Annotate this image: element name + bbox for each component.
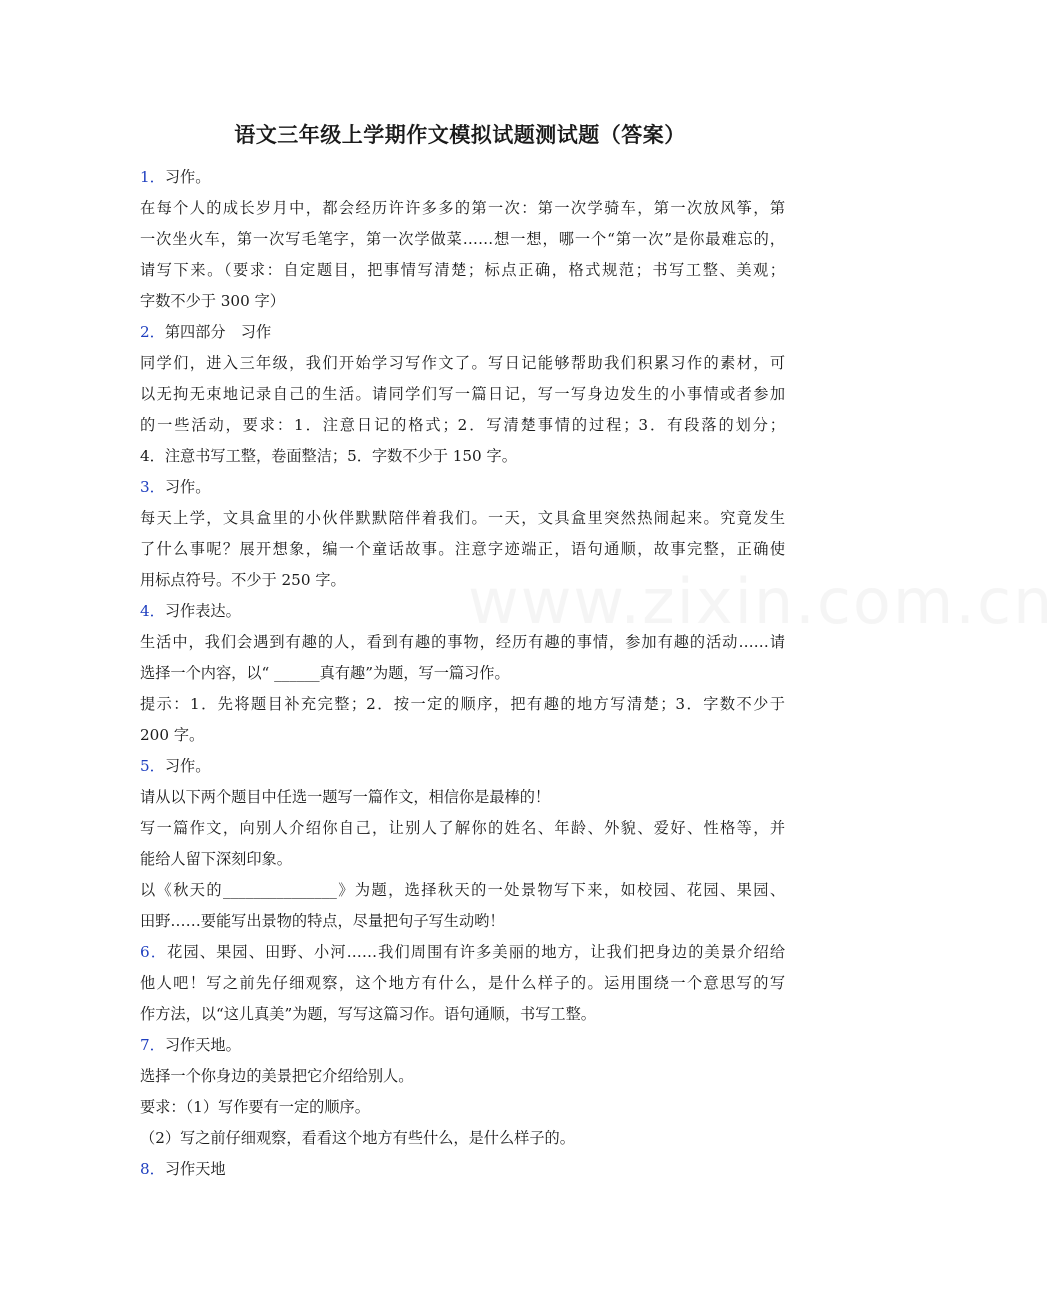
- question-text-line: 同学们，进入三年级，我们开始学习写作文了。写日记能够帮助我们积累习作的素材，可: [140, 354, 785, 372]
- question-heading-text: 习作。: [164, 757, 211, 775]
- question-text-line: 请写下来。（要求：自定题目，把事情写清楚；标点正确，格式规范；书写工整、美观；: [140, 261, 785, 279]
- question-text-line: 200 字。: [140, 726, 205, 744]
- question-text-line: 作方法，以“这儿真美”为题，写写这篇习作。语句通顺，书写工整。: [140, 1005, 596, 1023]
- question-text-line: 4．注意书写工整，卷面整洁；5．字数不少于 150 字。: [140, 447, 517, 465]
- question-text-line: 用标点符号。不少于 250 字。: [140, 571, 346, 589]
- question-number: 6．: [140, 943, 168, 961]
- question-text-line: 田野……要能写出景物的特点，尽量把句子写生动哟！: [140, 912, 505, 930]
- question-text-line: 了什么事呢？展开想象，编一个童话故事。注意字迹端正，语句通顺，故事完整，正确使: [140, 540, 785, 558]
- question-heading: [140, 1030, 785, 1061]
- question-item: [140, 472, 785, 596]
- question-heading-text: 习作天地。: [164, 1036, 241, 1054]
- question-heading-text: 习作天地: [164, 1160, 226, 1178]
- question-heading-text: 习作。: [164, 168, 211, 186]
- page-title: 语文三年级上学期作文模拟试题测试题（答案）: [234, 122, 686, 147]
- question-text-line: 要求：（1）写作要有一定的顺序。: [140, 1098, 370, 1116]
- question-text-line: 提示：1．先将题目补充完整；2．按一定的顺序，把有趣的地方写清楚；3．字数不少于: [140, 695, 785, 713]
- question-text-line: 写一篇作文，向别人介绍你自己，让别人了解你的姓名、年龄、外貌、爱好、性格等，并: [140, 819, 785, 837]
- question-number: 1．: [140, 168, 165, 186]
- question-text-line: 选择一个内容，以“ ______真有趣”为题，写一篇习作。: [140, 664, 510, 682]
- question-item: [140, 937, 785, 1030]
- question-heading: [140, 1154, 785, 1185]
- question-item: [140, 1030, 785, 1154]
- question-list: [140, 162, 785, 1185]
- question-item: [140, 317, 785, 472]
- question-text-line: 生活中，我们会遇到有趣的人，看到有趣的事物，经历有趣的事情，参加有趣的活动……请: [140, 633, 785, 651]
- question-text-line: 能给人留下深刻印象。: [140, 850, 292, 868]
- question-heading: [140, 937, 785, 968]
- question-item: [140, 162, 785, 317]
- question-heading-text: 习作表达。: [164, 602, 241, 620]
- question-heading: [140, 162, 785, 193]
- question-number: 2．: [140, 323, 165, 341]
- question-text-line: 选择一个你身边的美景把它介绍给别人。: [140, 1067, 414, 1085]
- question-text-line: 请从以下两个题目中任选一题写一篇作文，相信你是最棒的！: [140, 788, 551, 806]
- question-number: 7．: [140, 1036, 165, 1054]
- question-heading-text: 第四部分 习作: [164, 323, 272, 341]
- question-text-line: 每天上学，文具盒里的小伙伴默默陪伴着我们。一天，文具盒里突然热闹起来。究竟发生: [140, 509, 785, 527]
- question-text-line: （2）写之前仔细观察，看看这个地方有些什么，是什么样子的。: [140, 1129, 575, 1147]
- question-heading: [140, 472, 785, 503]
- question-number: 5．: [140, 757, 165, 775]
- question-heading: [140, 751, 785, 782]
- watermark: www.zixin.com.cn: [468, 565, 1054, 638]
- question-number: 3．: [140, 478, 165, 496]
- question-item: [140, 596, 785, 751]
- question-text-line: 一次坐火车，第一次写毛笔字，第一次学做菜……想一想，哪一个“第一次”是你最难忘的，: [140, 230, 785, 248]
- question-heading: [140, 317, 785, 348]
- question-text-line: 的一些活动，要求：1．注意日记的格式；2．写清楚事情的过程；3．有段落的划分；: [140, 416, 785, 434]
- question-text-line: 以无拘无束地记录自己的生活。请同学们写一篇日记，写一写身边发生的小事情或者参加: [140, 385, 785, 403]
- question-number: 4．: [140, 602, 165, 620]
- question-number: 8．: [140, 1160, 165, 1178]
- question-heading: [140, 596, 785, 627]
- question-heading-text: 花园、果园、田野、小河……我们周围有许多美丽的地方，让我们把身边的美景介绍给: [167, 943, 786, 961]
- question-text-line: 字数不少于 300 字）: [140, 292, 285, 310]
- question-item: [140, 751, 785, 937]
- question-item: [140, 1154, 785, 1185]
- question-text-line: 在每个人的成长岁月中，都会经历许许多多的第一次：第一次学骑车，第一次放风筝，第: [140, 199, 785, 217]
- question-text-line: 他人吧！写之前先仔细观察，这个地方有什么，是什么样子的。运用围绕一个意思写的写: [140, 974, 785, 992]
- question-text-line: 以《秋天的_______________》为题，选择秋天的一处景物写下来，如校园、花园、果园、: [140, 881, 785, 899]
- question-heading-text: 习作。: [164, 478, 211, 496]
